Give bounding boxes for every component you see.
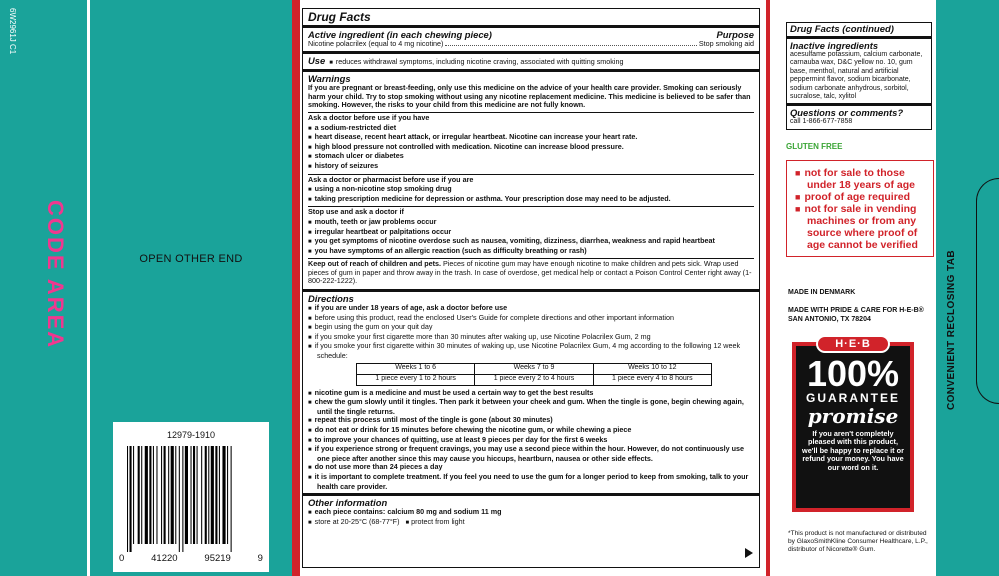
schedule-header-2: Weeks 7 to 9 bbox=[475, 363, 593, 374]
sale-warning-3: ■ not for sale in vending machines or from any source where proof of age cannot be verified bbox=[795, 203, 929, 251]
stop-use-item: ■ mouth, teeth or jaw problems occur bbox=[308, 218, 754, 228]
directions-header: Directions bbox=[308, 293, 354, 305]
ask-pharmacist-list bbox=[308, 185, 754, 204]
warnings-intro: If you are pregnant or breast-feeding, only use this medicine on the advice of your health care provider. Smoking can seriously harm your child. Try to stop smoking without using any nicotine replacement medicine. This medicine is believed to be safer than smoking. However, the risks to your child from this medicine are not fully known. bbox=[308, 83, 751, 110]
barcode-digit-3: 9 bbox=[257, 553, 263, 564]
schedule-value-1: 1 piece every 1 to 2 hours bbox=[357, 374, 475, 385]
ask-doctor-item: ■ history of seizures bbox=[308, 162, 754, 172]
ask-doctor-item: ■ stomach ulcer or diabetes bbox=[308, 152, 754, 162]
dosing-schedule-table bbox=[356, 363, 712, 386]
drug-facts-panel bbox=[302, 8, 760, 568]
stop-use-item: ■ you have symptoms of an allergic reaction (such as difficulty breathing or rash) bbox=[308, 247, 754, 257]
other-info-header: Other information bbox=[308, 497, 388, 509]
direction-item: ■ if you smoke your first cigarette within 30 minutes of waking up, use Nicotine Polacrilex Gum, 4 mg according to the following 12 week schedule: bbox=[308, 342, 754, 360]
direction-item: ■ begin using the gum on your quit day bbox=[308, 323, 754, 333]
questions-phone: call 1-866-677-7858 bbox=[790, 118, 853, 126]
guarantee-promise: promise bbox=[807, 404, 899, 428]
schedule-value-3: 1 piece every 4 to 8 hours bbox=[593, 374, 711, 385]
directions-list-b bbox=[308, 389, 754, 492]
barcode-icon bbox=[123, 446, 259, 552]
heb-guarantee-badge bbox=[792, 338, 914, 512]
code-area-label: CODE AREA bbox=[43, 200, 68, 350]
drug-facts-title: Drug Facts bbox=[308, 10, 371, 24]
ask-doctor-list bbox=[308, 124, 754, 172]
reclosing-tab[interactable] bbox=[976, 178, 999, 404]
guarantee-text: If you aren't completely pleased with this product, we'll be happy to replace it or refund your money. You have our word on it. bbox=[802, 429, 904, 472]
warnings-header: Warnings bbox=[308, 73, 351, 85]
guarantee-word: GUARANTEE bbox=[805, 391, 900, 405]
guarantee-percent: 100% bbox=[806, 353, 900, 394]
barcode-box bbox=[113, 422, 269, 572]
right-panel bbox=[774, 0, 936, 576]
barcode-digits bbox=[113, 553, 269, 564]
schedule-header-1: Weeks 1 to 6 bbox=[357, 363, 475, 374]
ask-doctor-item: ■ heart disease, recent heart attack, or irregular heartbeat. Nicotine can increase your heart rate. bbox=[308, 133, 754, 143]
ask-doctor-item: ■ a sodium-restricted diet bbox=[308, 124, 754, 134]
schedule-value-2: 1 piece every 2 to 4 hours bbox=[475, 374, 593, 385]
continue-arrow-icon bbox=[745, 548, 753, 558]
keep-out-bold: Keep out of reach of children and pets. bbox=[308, 259, 441, 269]
sale-warning-1: ■ not for sale to those under 18 years of age bbox=[795, 167, 929, 191]
direction-item: ■ before using this product, read the enclosed User's Guide for complete directions and other important information bbox=[308, 314, 754, 324]
direction-item: ■ if you are under 18 years of age, ask a doctor before use bbox=[308, 304, 754, 314]
made-in-label: MADE IN DENMARK bbox=[788, 289, 856, 296]
direction-item: ■ to improve your chances of quitting, use at least 9 pieces per day for the first 6 weeks bbox=[308, 436, 754, 446]
stop-use-item: ■ you get symptoms of nicotine overdose such as nausea, vomiting, dizziness, diarrhea, weakness and rapid heartbeat bbox=[308, 237, 754, 247]
stop-use-header: Stop use and ask a doctor if bbox=[308, 206, 754, 217]
gluten-free-label: GLUTEN FREE bbox=[786, 142, 843, 151]
use-header: Use bbox=[308, 54, 326, 66]
schedule-header-3: Weeks 10 to 12 bbox=[593, 363, 711, 374]
direction-item: ■ nicotine gum is a medicine and must be used a certain way to get the best results bbox=[308, 389, 754, 399]
inactive-ingredients-text: acesulfame potassium, calcium carbonate, carnauba wax, D&C yellow no. 10, gum base, menthol, natural and artificial peppermint flavor, sodium bicarbonate, sodium carbonate anhydrous, sorbitol, sucralose, talc, xylitol bbox=[790, 51, 923, 101]
store-text: store at 20-25°C (68-77°F) bbox=[314, 516, 400, 526]
directions-list-a bbox=[308, 304, 754, 361]
active-ingredient-line: Nicotine polacrilex (equal to 4 mg nicotine) bbox=[308, 39, 444, 48]
reclosing-tab-label: CONVENIENT RECLOSING TAB bbox=[946, 250, 957, 410]
stop-use-list bbox=[308, 218, 754, 256]
red-stripe-right bbox=[766, 0, 770, 576]
purpose-value: Stop smoking aid bbox=[698, 39, 754, 48]
drug-facts-continued-title: Drug Facts (continued) bbox=[790, 24, 894, 35]
keep-out-text: Pieces of nicotine gum may have enough nicotine to make children and pets sick. Wrap used pieces of gum in paper and throw away in the trash. In case of overdose, get medical help or contact a Poison Control Center right away (1-800-222-1222). bbox=[308, 259, 752, 286]
direction-item: ■ chew the gum slowly until it tingles. Then park it between your cheek and gum. When the tingle is gone, begin chewing again, until the tingle returns. bbox=[308, 398, 754, 416]
ask-doctor-item: ■ high blood pressure not controlled with medication. Nicotine can increase blood pressure. bbox=[308, 143, 754, 153]
barcode-digit-1: 41220 bbox=[151, 553, 178, 564]
direction-item: ■ repeat this process until most of the tingle is gone (about 30 minutes) bbox=[308, 416, 754, 426]
manufacturer-footnote: *This product is not manufactured or distributed by GlaxoSmithKline Consumer Healthcare, L.P., distributor of Nicorette® Gum. bbox=[788, 530, 928, 553]
lot-code: 6W2961J C1 bbox=[8, 8, 17, 55]
direction-item: ■ if you experience strong or frequent cravings, you may use a second piece within the hour. However, do not continuously use one piece after another since this may cause you hiccups, heartburn, nausea or other side effects. bbox=[308, 445, 754, 463]
stop-use-item: ■ irregular heartbeat or palpitations occur bbox=[308, 228, 754, 238]
use-text: ■ reduces withdrawal symptoms, including nicotine craving, associated with quitting smoking bbox=[329, 57, 623, 66]
barcode-top-number: 12979-1910 bbox=[166, 430, 216, 440]
direction-item: ■ it is important to complete treatment. If you feel you need to use the gum for a longer period to keep from smoking, talk to your health care provider. bbox=[308, 473, 754, 491]
direction-item: ■ do not eat or drink for 15 minutes before chewing the nicotine gum, or while chewing a piece bbox=[308, 426, 754, 436]
open-other-end-text: OPEN OTHER END bbox=[139, 253, 243, 265]
ask-pharmacist-header: Ask a doctor or pharmacist before use if you are bbox=[308, 174, 754, 185]
questions-header: Questions or comments? bbox=[790, 107, 904, 119]
heb-logo: H·E·B bbox=[816, 335, 890, 353]
ask-doctor-header: Ask a doctor before use if you have bbox=[308, 112, 754, 123]
barcode-digit-2: 95219 bbox=[204, 553, 231, 564]
storage-line: ■ store at 20-25°C (68-77°F) ■ protect from light bbox=[308, 518, 754, 528]
direction-item: ■ if you smoke your first cigarette more than 30 minutes after waking up, use Nicotine Polacrilex Gum, 2 mg bbox=[308, 333, 754, 343]
protect-text: protect from light bbox=[411, 516, 465, 526]
sale-warning-box bbox=[786, 160, 934, 257]
made-with-label: MADE WITH PRIDE & CARE FOR H-E-B® SAN ANTONIO, TX 78204 bbox=[788, 307, 924, 323]
barcode-digit-0: 0 bbox=[119, 553, 125, 564]
ask-pharmacist-item: ■ using a non-nicotine stop smoking drug bbox=[308, 185, 754, 195]
inactive-ingredients-header: Inactive ingredients bbox=[790, 40, 879, 51]
other-info-item: ■ each piece contains: calcium 80 mg and sodium 11 mg bbox=[308, 508, 754, 518]
ask-pharmacist-item: ■ taking prescription medicine for depression or asthma. Your prescription dose may need to be adjusted. bbox=[308, 195, 754, 205]
purpose-header: Purpose bbox=[716, 29, 754, 40]
red-stripe-inner bbox=[296, 0, 300, 576]
sale-warning-2: ■ proof of age required bbox=[795, 191, 929, 203]
active-ingredient-header: Active ingredient (in each chewing piece) bbox=[308, 29, 492, 40]
drug-facts-continued-panel bbox=[786, 22, 932, 130]
direction-item: ■ do not use more than 24 pieces a day bbox=[308, 463, 754, 473]
keep-out-paragraph bbox=[308, 258, 754, 286]
